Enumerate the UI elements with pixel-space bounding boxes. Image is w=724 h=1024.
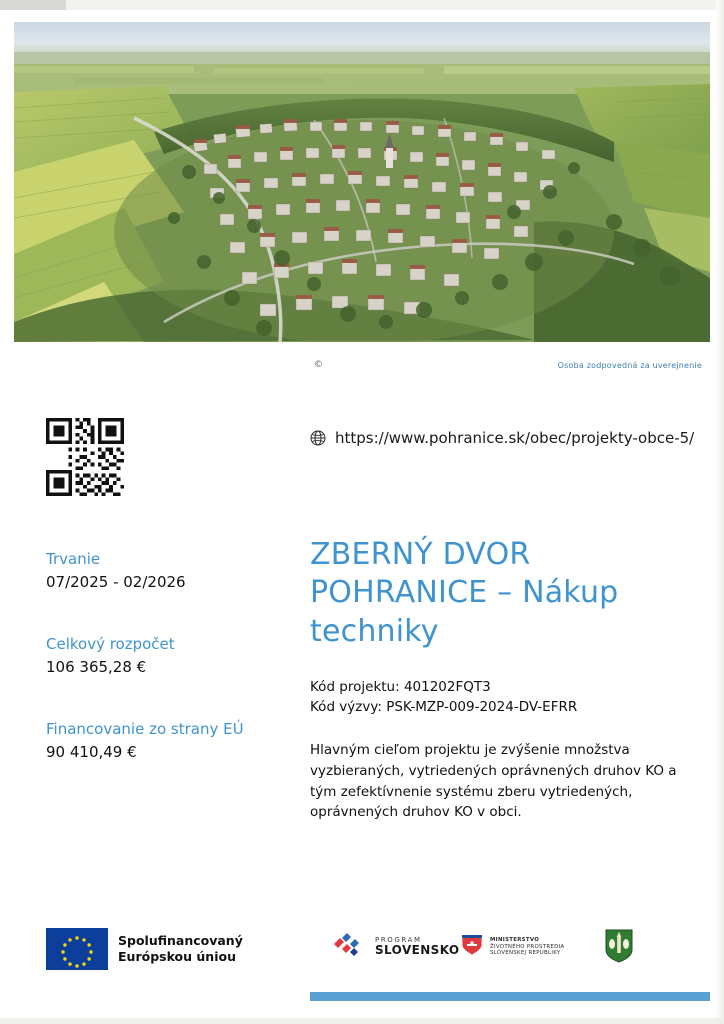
copyright-symbol: © <box>314 360 323 370</box>
project-facts-column <box>46 548 286 803</box>
ministry-emblem-icon <box>460 934 484 960</box>
municipal-coat-of-arms <box>604 928 634 968</box>
footer-logos <box>0 920 724 980</box>
eu-cofinancing-line1: Spolufinancovaný <box>118 932 243 948</box>
project-codes <box>310 677 700 718</box>
eu-cofinancing-logo <box>46 928 243 970</box>
ministry-environment-text <box>490 937 564 956</box>
fact-total-budget-label: Celkový rozpočet <box>46 635 175 653</box>
fact-total-budget-value: 106 365,28 € <box>46 657 147 676</box>
project-url-block[interactable] <box>310 428 700 450</box>
project-url-text[interactable]: https://www.pohranice.sk/obec/projekty-obce-5/ <box>335 429 695 447</box>
project-main-column <box>310 536 700 823</box>
eu-cofinancing-text <box>118 933 243 966</box>
program-slovensko-line1: PROGRAM <box>375 936 422 945</box>
ministry-line3: SLOVENSKEJ REPUBLIKY <box>490 950 561 957</box>
bottom-accent-bar <box>310 992 710 1001</box>
fact-duration-label: Trvanie <box>46 550 101 568</box>
responsible-person-label: Osoba zodpovedná za uverejnenie <box>557 361 702 370</box>
fact-eu-funding <box>46 718 286 763</box>
ministry-environment-logo <box>460 934 564 960</box>
program-slovensko-text <box>375 937 459 957</box>
ministry-line2: ŽIVOTNÉHO PROSTREDIA <box>490 943 565 950</box>
fact-duration-value: 07/2025 - 02/2026 <box>46 572 186 591</box>
scan-artifact-top-left <box>0 0 66 10</box>
fact-eu-funding-value: 90 410,49 € <box>46 742 137 761</box>
fact-eu-funding-label: Financovanie zo strany EÚ <box>46 720 244 738</box>
eu-flag <box>46 928 108 970</box>
page-edge-right <box>716 0 724 1024</box>
globe-icon <box>310 430 326 450</box>
photo-caption-row <box>14 360 710 376</box>
project-code: Kód projektu: 401202FQT3 <box>310 679 491 696</box>
ministry-line1: MINISTERSTVO <box>490 937 540 944</box>
program-slovensko-logo <box>330 932 459 962</box>
project-description: Hlavným cieľom projektu je zvýšenie množstva vyzbieraných, vytriedených oprávnených druhov KO a tým zefektívnenie systému zberu vytriedených, oprávnených druhov KO v obci. <box>310 741 677 821</box>
aerial-photo-village <box>14 22 710 342</box>
program-slovensko-mark <box>330 932 368 962</box>
call-code: Kód výzvy: PSK-MZP-009-2024-DV-EFRR <box>310 699 578 716</box>
qr-code[interactable] <box>46 418 124 496</box>
eu-cofinancing-line2: Európskou úniou <box>118 949 236 964</box>
program-slovensko-line2: SLOVENSKO <box>375 943 460 958</box>
fact-total-budget <box>46 633 286 678</box>
fact-duration <box>46 548 286 593</box>
scan-artifact-top-strip <box>66 0 724 10</box>
page-title: ZBERNÝ DVOR POHRANICE – Nákup techniky <box>310 537 619 649</box>
page-edge-bottom <box>0 1018 724 1024</box>
